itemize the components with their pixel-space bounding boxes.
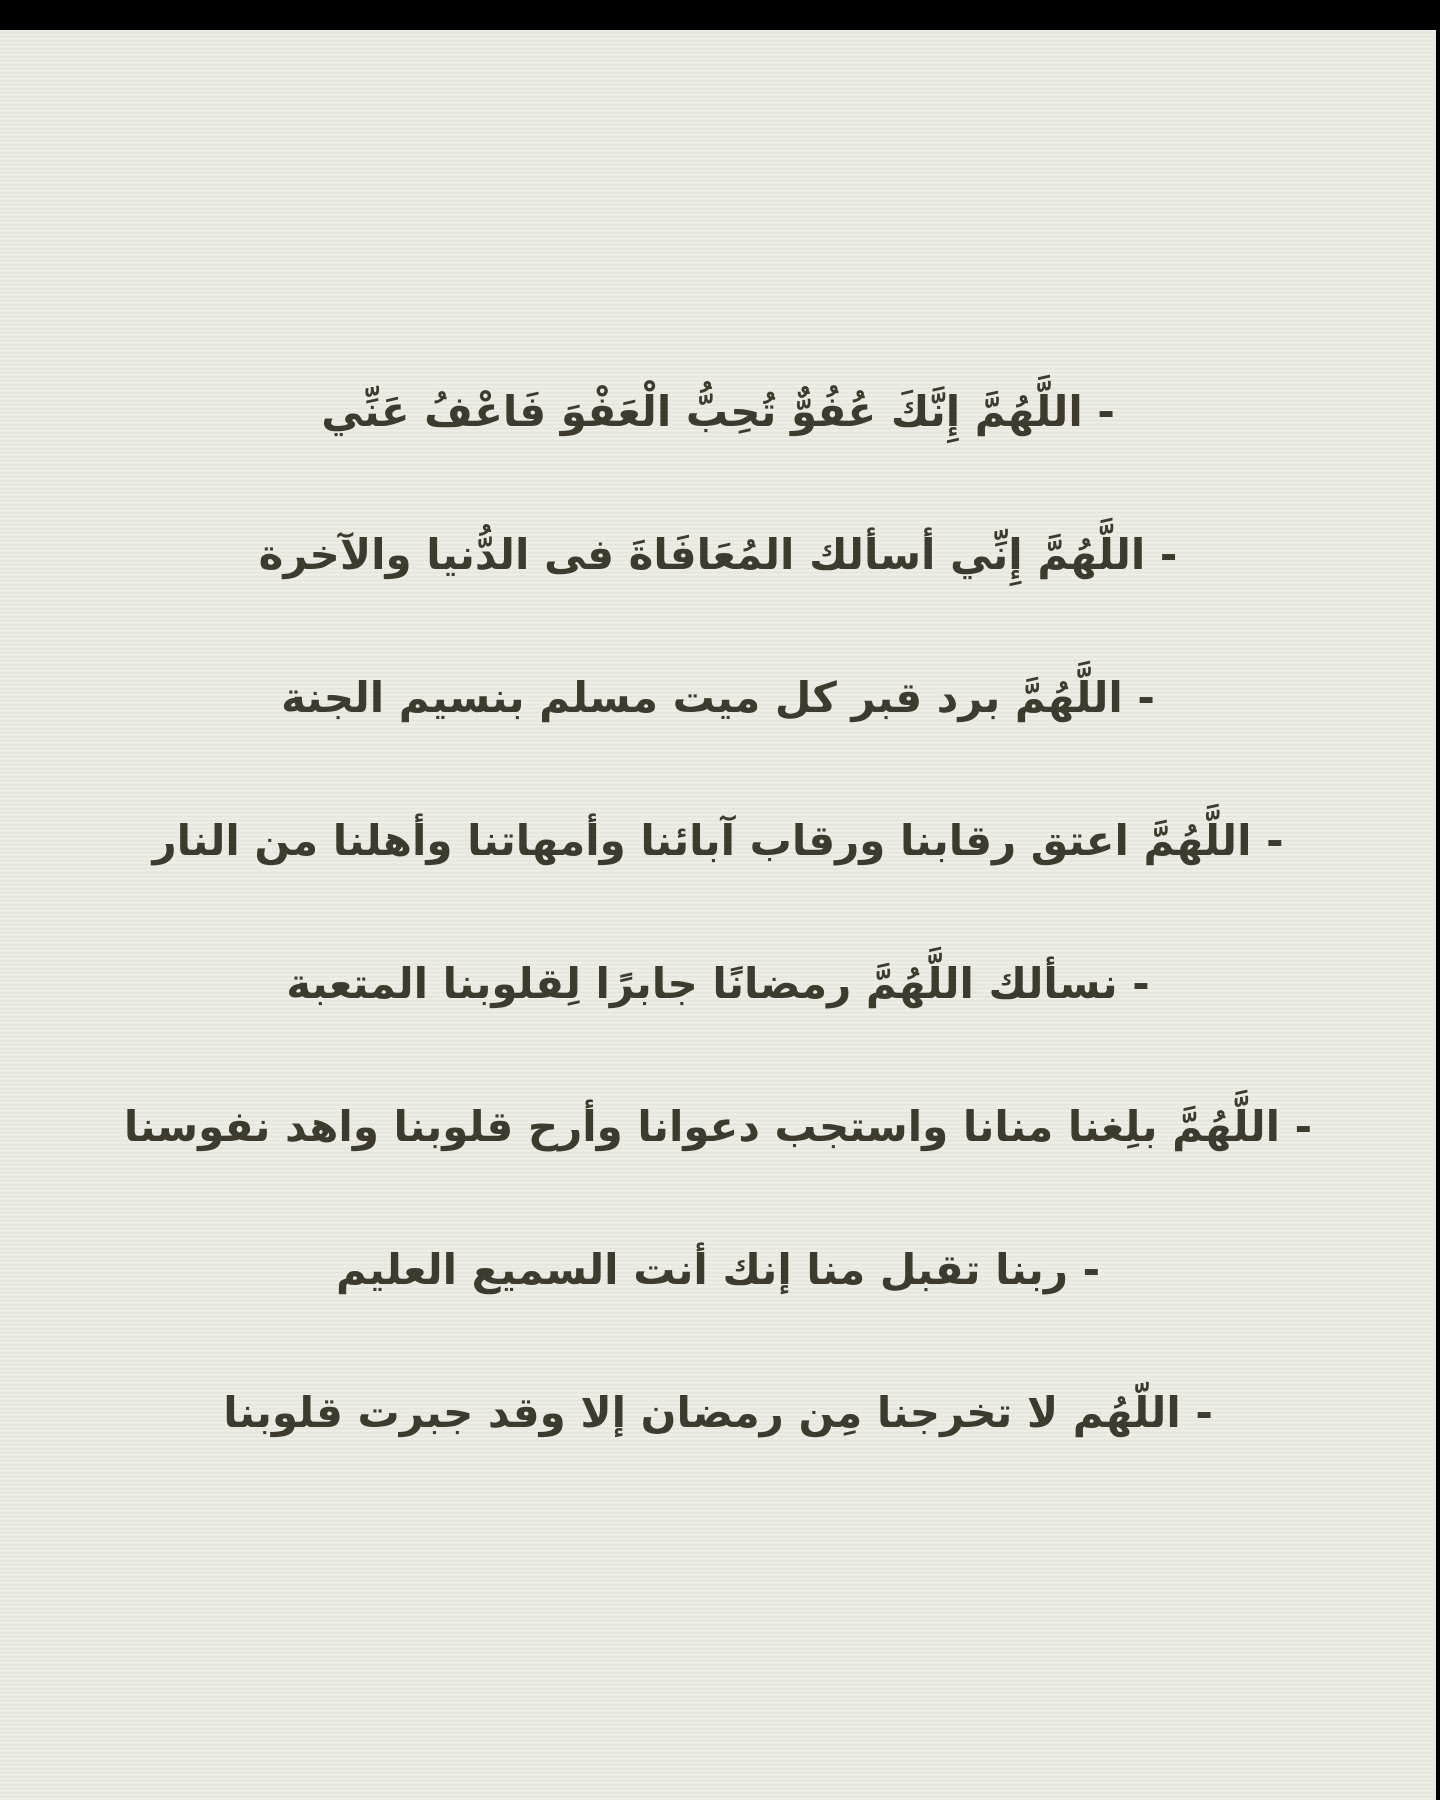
dua-line: - اللَّهُمَّ إِنَّكَ عُفُوٌّ تُحِبُّ الْعَفْوَ فَاعْفُ عَنِّي (321, 387, 1115, 436)
dua-line: - نسألك اللَّهُمَّ رمضانًا جابرًا لِقلوبنا المتعبة (286, 959, 1150, 1008)
dua-line: - ربنا تقبل منا إنك أنت السميع العليم (335, 1245, 1101, 1294)
paper-background (0, 30, 1436, 1800)
dua-list (0, 340, 1436, 1484)
dua-line: - اللَّهُمَّ بلِغنا منانا واستجب دعوانا وأرح قلوبنا واهد نفوسنا (123, 1102, 1313, 1151)
dua-line: - اللّهُم لا تخرجنا مِن رمضان إلا وقد جبرت قلوبنا (223, 1388, 1213, 1437)
dua-line: - اللَّهُمَّ برد قبر كل ميت مسلم بنسيم الجنة (281, 673, 1155, 722)
dua-line: - اللَّهُمَّ اعتق رقابنا ورقاب آبائنا وأمهاتنا وأهلنا من النار (152, 816, 1284, 865)
dua-line: - اللَّهُمَّ إِنِّي أسألك المُعَافَاةَ فى الدُّنيا والآخرة (258, 530, 1178, 579)
